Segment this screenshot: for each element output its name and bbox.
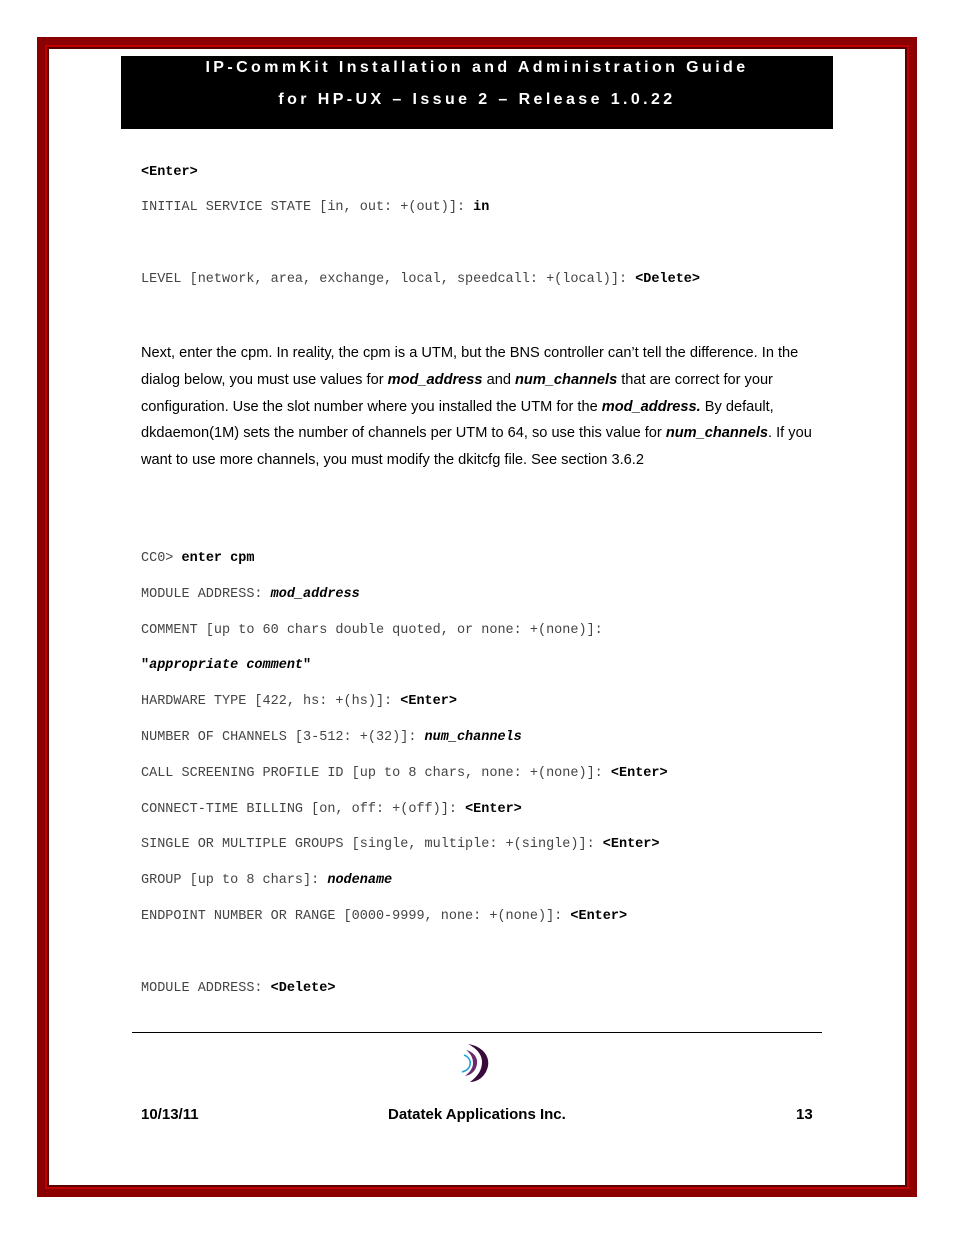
code-prompt: HARDWARE TYPE [422, hs: +(hs)]: <box>141 694 401 709</box>
code-line <box>141 165 198 180</box>
code-line <box>141 802 522 817</box>
code-prompt: NUMBER OF CHANNELS [3-512: +(32)]: <box>141 730 425 745</box>
code-line <box>141 766 668 781</box>
code-value: <Delete> <box>270 981 336 996</box>
code-prompt: CC0> <box>141 551 182 566</box>
code-value: mod_address <box>270 587 360 602</box>
code-value: <Enter> <box>570 909 628 924</box>
document-header <box>121 56 833 129</box>
code-line <box>141 272 700 287</box>
body-paragraph <box>141 340 821 474</box>
code-prompt: CALL SCREENING PROFILE ID [up to 8 chars, none: +(none)]: <box>141 766 611 781</box>
code-prompt: CONNECT-TIME BILLING [on, off: +(off)]: <box>141 802 466 817</box>
code-value: num_channels <box>424 730 522 745</box>
code-line <box>141 623 603 638</box>
emphasis: mod_address. <box>601 398 701 415</box>
header-subtitle: for HP-UX – Issue 2 – Release 1.0.22 <box>278 91 676 108</box>
text: that are correct for your configuration. Use the slot number where you installed the UTM for the <box>141 371 773 415</box>
text: Next, enter the cpm. In reality, the cpm is a UTM, but the BNS controller can’t tell the difference. In the dialog below, you must use values for <box>141 345 799 388</box>
quote: " <box>303 658 312 673</box>
code-value: <Enter> <box>602 837 660 852</box>
code-line <box>141 873 392 888</box>
code-line <box>141 837 660 852</box>
code-prompt: GROUP [up to 8 chars]: <box>141 873 328 888</box>
code-value: enter cpm <box>181 551 255 566</box>
code-line <box>141 200 489 215</box>
code-value: <Enter> <box>465 802 522 817</box>
code-line <box>141 909 627 924</box>
code-line <box>141 551 254 566</box>
code-value: <Enter> <box>141 165 198 180</box>
text: By default, dkdaemon(1M) sets the number of channels per UTM to 64, so use this value for <box>141 398 774 442</box>
footer-page-number: 13 <box>796 1106 813 1123</box>
code-value: <Enter> <box>400 694 457 709</box>
footer-divider <box>132 1032 822 1033</box>
footer-date: 10/13/11 <box>141 1106 199 1123</box>
text: and <box>482 371 515 388</box>
code-line <box>141 658 311 673</box>
code-value: in <box>473 200 490 215</box>
code-line <box>141 694 457 709</box>
code-prompt: MODULE ADDRESS: <box>141 981 271 996</box>
text: . If you want to use more channels, you must modify the dkitcfg file. See section 3.6.2 <box>141 425 812 469</box>
code-line <box>141 981 335 996</box>
code-value: <Enter> <box>610 766 668 781</box>
page-area <box>47 47 907 1187</box>
code-line <box>141 730 522 745</box>
code-prompt: LEVEL [network, area, exchange, local, speedcall: +(local)]: <box>141 272 636 287</box>
footer-company: Datatek Applications Inc. <box>388 1106 566 1123</box>
code-prompt: ENDPOINT NUMBER OR RANGE [0000-9999, none: +(none)]: <box>141 909 571 924</box>
code-prompt: SINGLE OR MULTIPLE GROUPS [single, multiple: +(single)]: <box>141 837 603 852</box>
code-line <box>141 587 360 602</box>
quote: " <box>141 658 150 673</box>
emphasis: num_channels <box>515 371 618 388</box>
code-prompt: MODULE ADDRESS: <box>141 587 271 602</box>
code-value: appropriate comment <box>149 658 304 673</box>
code-value: <Delete> <box>635 272 700 287</box>
datatek-logo-icon <box>456 1042 492 1084</box>
emphasis: num_channels <box>665 425 769 442</box>
header-title: IP-CommKit Installation and Administration Guide <box>205 59 749 76</box>
code-prompt: INITIAL SERVICE STATE [in, out: +(out)]: <box>141 200 474 215</box>
code-value: nodename <box>327 873 393 888</box>
emphasis: mod_address <box>387 371 483 388</box>
code-prompt: COMMENT [up to 60 chars double quoted, or none: +(none)]: <box>141 623 603 638</box>
